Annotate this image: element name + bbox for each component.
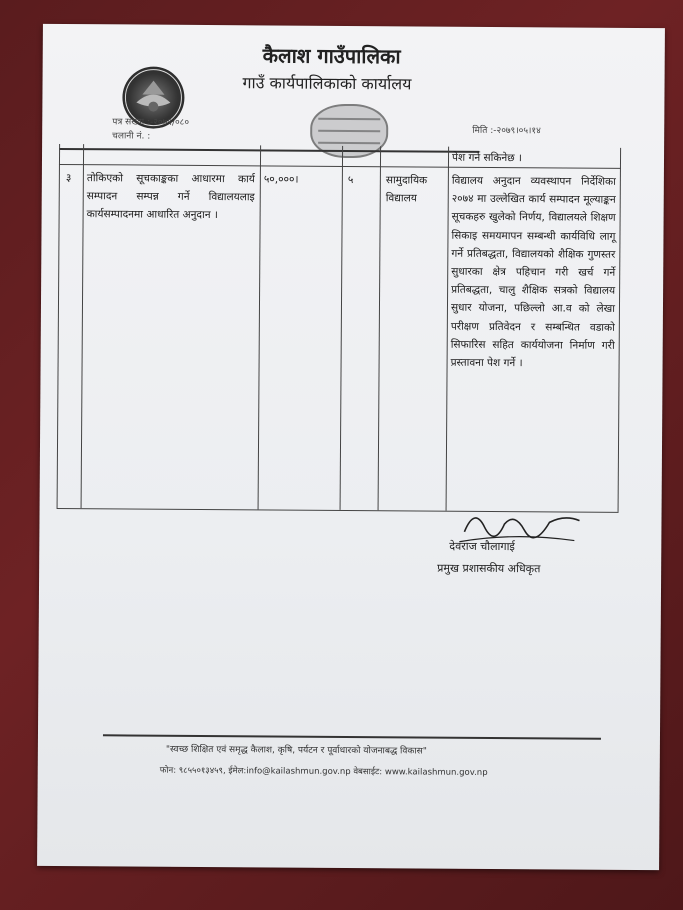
document-page <box>37 24 665 870</box>
table-cell-quantity: ५ <box>347 173 354 187</box>
signatory-name: देवराज चौलागाई <box>449 539 515 554</box>
table-cell-description: तोकिएको सूचकाङ्कका आधारमा कार्य सम्पादन सम्पन्न गर्ने विद्यालयलाइ कार्यसम्पादनमा आधारित अनुदान । <box>86 172 255 222</box>
footer-rule <box>103 734 601 739</box>
table-col-divider <box>340 146 344 510</box>
table-col-divider <box>378 146 382 510</box>
table-cell-prev-remark: पेश गर्न सकिनेछ । <box>451 151 522 165</box>
table-top-rule <box>59 148 479 153</box>
reference-number: पत्र संख्या :-२०७९/०८० <box>112 117 190 128</box>
letter-date: मिति :-२०७९।०५।१४ <box>472 125 541 137</box>
dispatch-number: चलानी नं. : <box>112 131 151 142</box>
table-col-divider <box>446 147 450 511</box>
table-border-right <box>618 148 622 512</box>
footer-contact: फोन: ९८५५०१३४५९, ईमेल:info@kailashmun.gov.np वेबसाईट: www.kailashmun.gov.np <box>159 765 488 778</box>
table-border-left <box>57 144 61 508</box>
table-cell-remarks: विद्यालय अनुदान व्यवस्थापन निर्देशिका २०७४ मा उल्लेखित कार्य सम्पादन मूल्याङ्कन सूचकहरु खुलेको निर्णय, विद्यालयले शिक्षण सिकाइ समयमापन सम्बन्धी कार्यविधि लागू गर्ने प्रतिबद्धता, विद्यालयको शैक्षिक गुणस्तर सुधारका क्षेत्र पहिचान गरी खर्च गर्ने प्रतिबद्धता, चालु शैक्षिक सत्रको विद्यालय सुधार योजना, पछिल्लो आ.व को लेखा परीक्षण प्रतिवेदन र सम्बन्धित वडाको सिफारिस सहित कार्ययोजना निर्माण गरी प्रस्तावना पेश गर्ने । <box>450 174 616 370</box>
footer-slogan: "स्वच्छ शिक्षित एवं समृद्ध कैलाश, कृषि, पर्यटन र पूर्वाधारको योजनाबद्ध विकास" <box>165 744 427 757</box>
office-subtitle: गाउँ कार्यपालिकाको कार्यालय <box>242 73 412 94</box>
table-cell-recipient: सामुदायिक विद्यालय <box>385 174 428 205</box>
office-name: कैलाश गाउँपालिका <box>262 43 401 69</box>
table-cell-amount: ५०,०००। <box>263 173 299 186</box>
table-col-divider <box>258 145 262 509</box>
table-cell-sn: ३ <box>65 172 72 185</box>
table-col-divider <box>81 144 85 508</box>
signatory-title: प्रमुख प्रशासकीय अधिकृत <box>437 561 541 576</box>
